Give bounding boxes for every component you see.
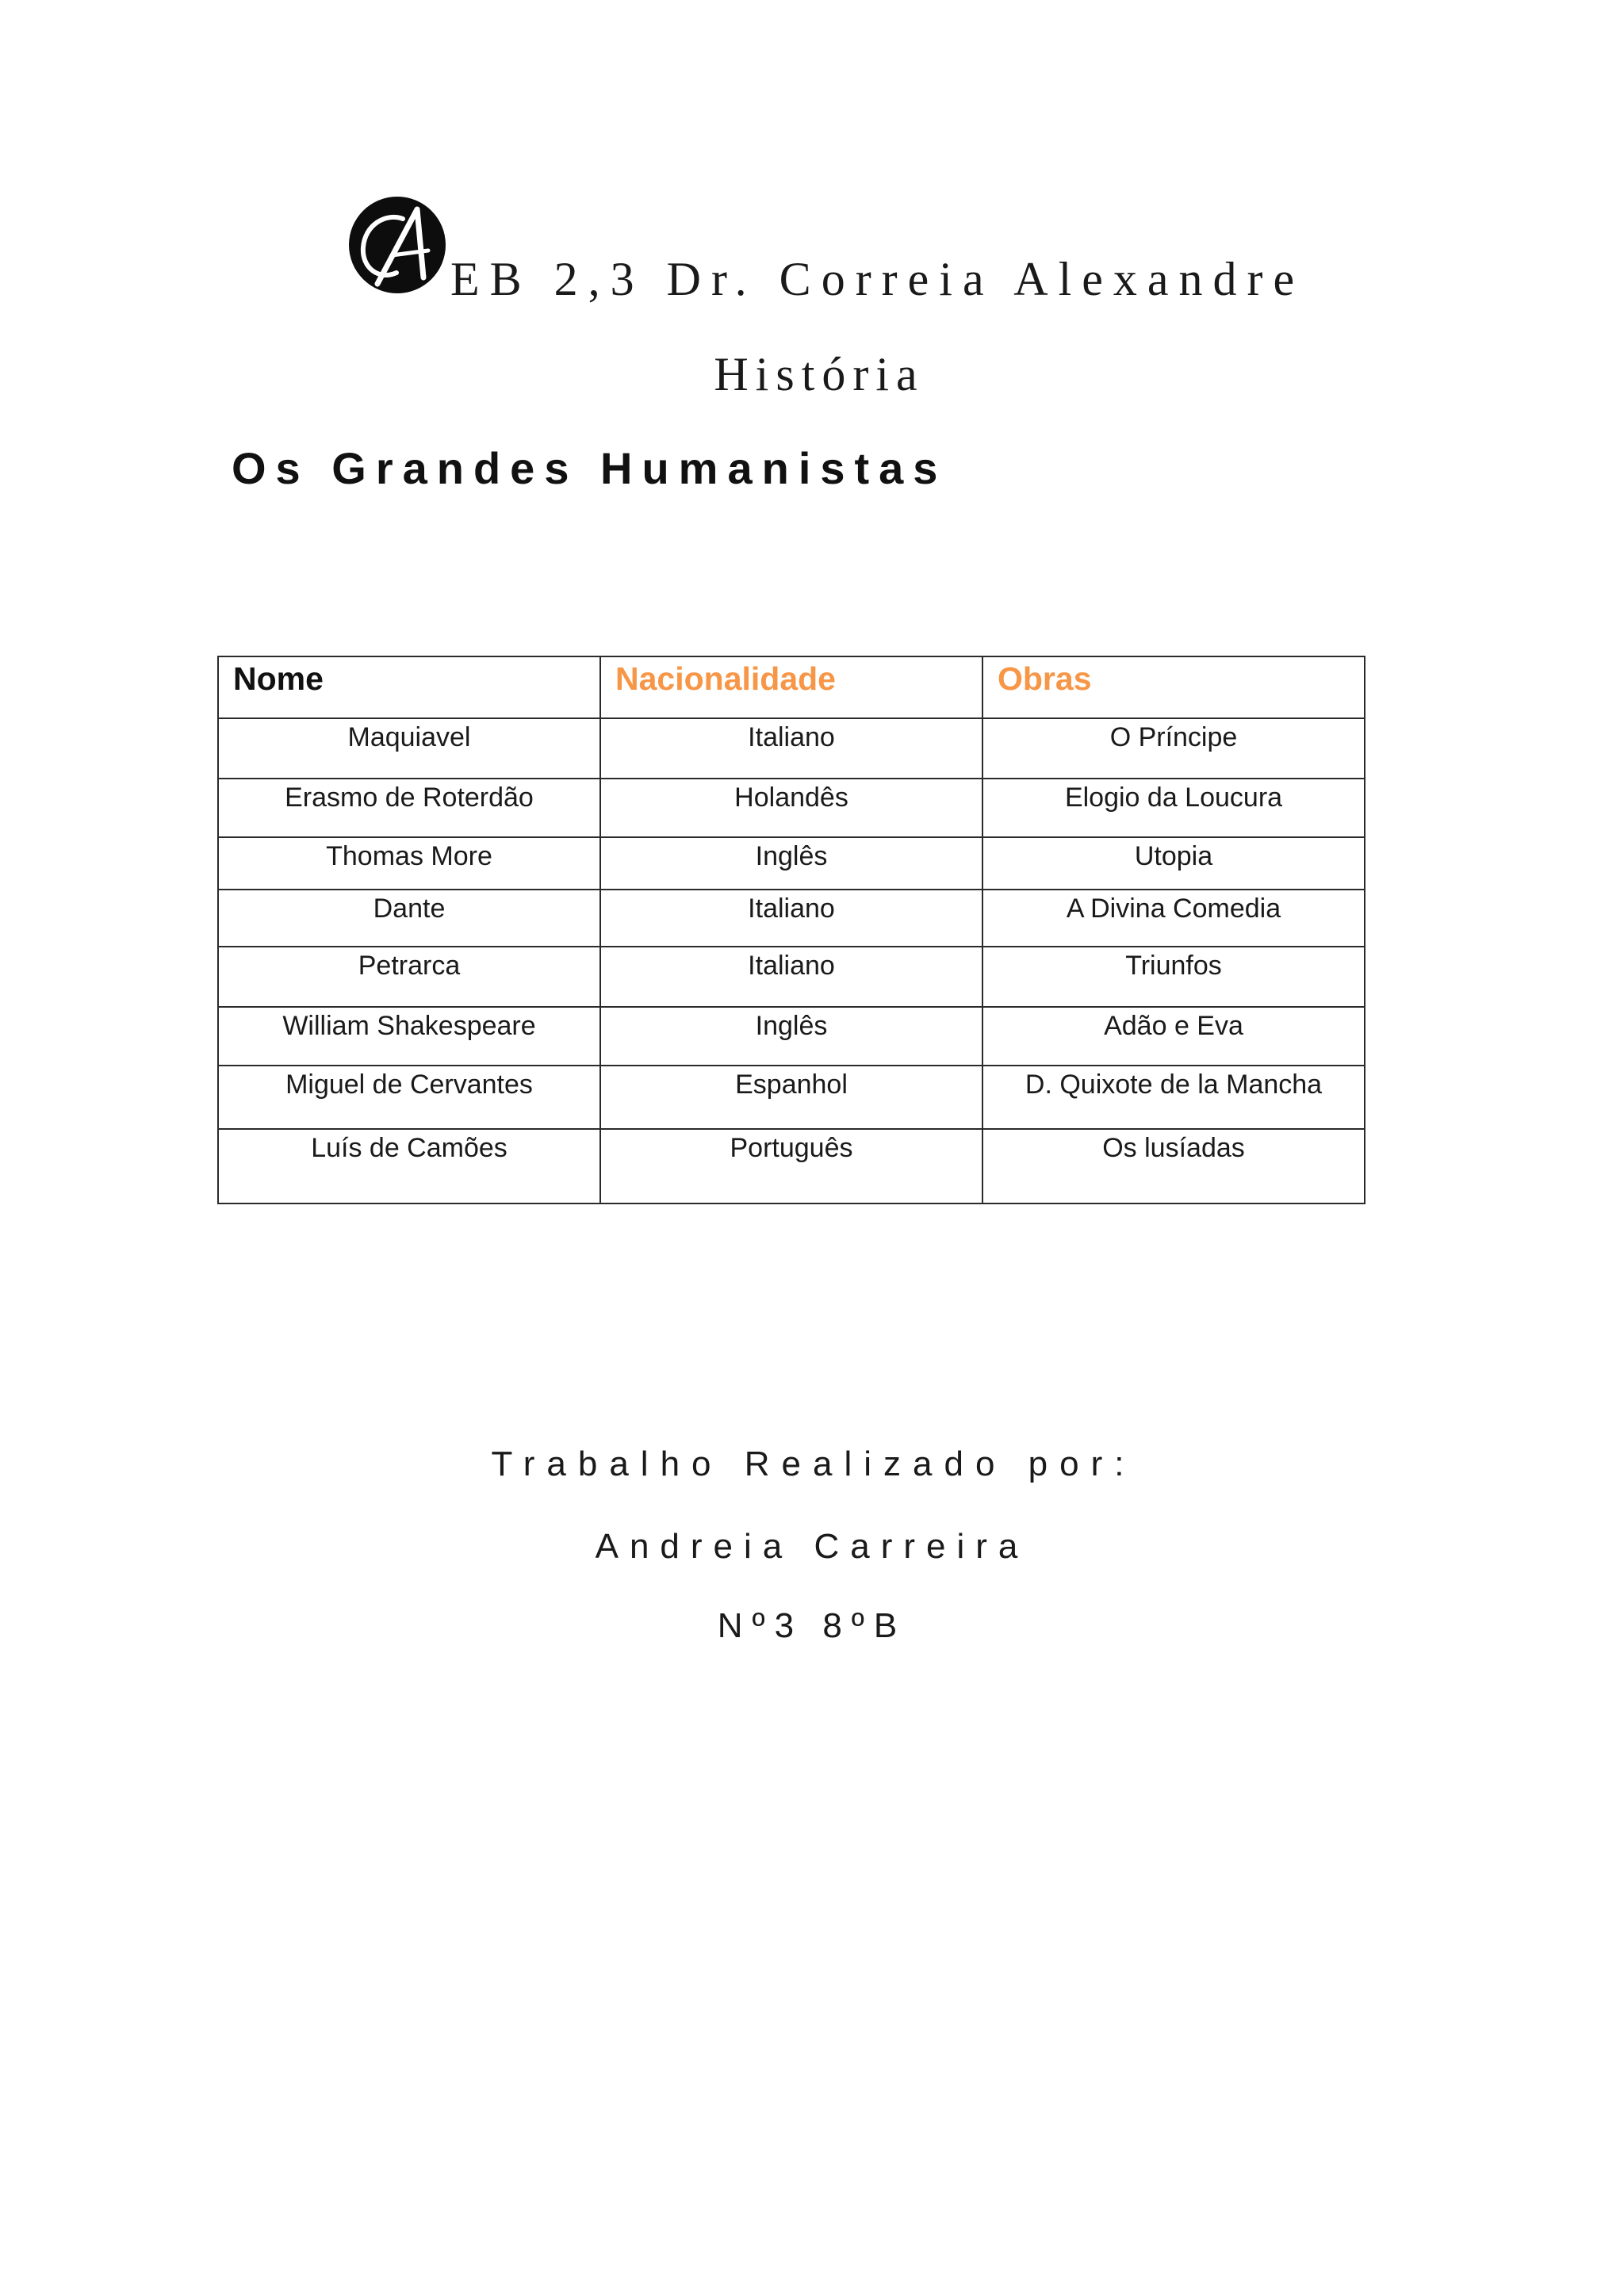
cell-nacionalidade: Italiano (600, 947, 982, 1007)
table-row (218, 947, 1365, 1007)
ca-logo-icon (347, 195, 447, 295)
cell-obras: O Príncipe (982, 718, 1365, 779)
cell-nome: Luís de Camões (218, 1129, 600, 1203)
table-row (218, 837, 1365, 890)
cell-obras: Adão e Eva (982, 1007, 1365, 1066)
cell-nacionalidade: Inglês (600, 837, 982, 890)
document-title: Os Grandes Humanistas (232, 443, 948, 493)
cell-nome: Petrarca (218, 947, 600, 1007)
cell-nome: Thomas More (218, 837, 600, 890)
table-row (218, 1007, 1365, 1066)
school-name: EB 2,3 Dr. Correia Alexandre (450, 253, 1305, 305)
cell-obras: Elogio da Loucura (982, 779, 1365, 837)
byline-label: Trabalho Realizado por: (491, 1445, 1136, 1483)
cell-obras: Os lusíadas (982, 1129, 1365, 1203)
cell-nacionalidade: Português (600, 1129, 982, 1203)
cell-nacionalidade: Italiano (600, 890, 982, 947)
cell-obras: Triunfos (982, 947, 1365, 1007)
cell-nome: Dante (218, 890, 600, 947)
student-number-class: Nº3 8ºB (717, 1606, 907, 1645)
humanists-table (217, 656, 1365, 1204)
table-row (218, 779, 1365, 837)
author-name: Andreia Carreira (595, 1527, 1029, 1566)
cell-obras: A Divina Comedia (982, 890, 1365, 947)
cell-nome: Erasmo de Roterdão (218, 779, 600, 837)
cell-nacionalidade: Italiano (600, 718, 982, 779)
column-header-obras: Obras (982, 656, 1365, 718)
table-row (218, 1129, 1365, 1203)
cell-obras: D. Quixote de la Mancha (982, 1066, 1365, 1129)
table-row (218, 890, 1365, 947)
cell-obras: Utopia (982, 837, 1365, 890)
column-header-nome: Nome (218, 656, 600, 718)
subject-heading: História (714, 348, 925, 400)
table-header-row (218, 656, 1365, 718)
cell-nacionalidade: Inglês (600, 1007, 982, 1066)
column-header-nacionalidade: Nacionalidade (600, 656, 982, 718)
cell-nome: William Shakespeare (218, 1007, 600, 1066)
table-row (218, 1066, 1365, 1129)
cell-nome: Miguel de Cervantes (218, 1066, 600, 1129)
table-row (218, 718, 1365, 779)
cell-nacionalidade: Holandês (600, 779, 982, 837)
cell-nacionalidade: Espanhol (600, 1066, 982, 1129)
cell-nome: Maquiavel (218, 718, 600, 779)
